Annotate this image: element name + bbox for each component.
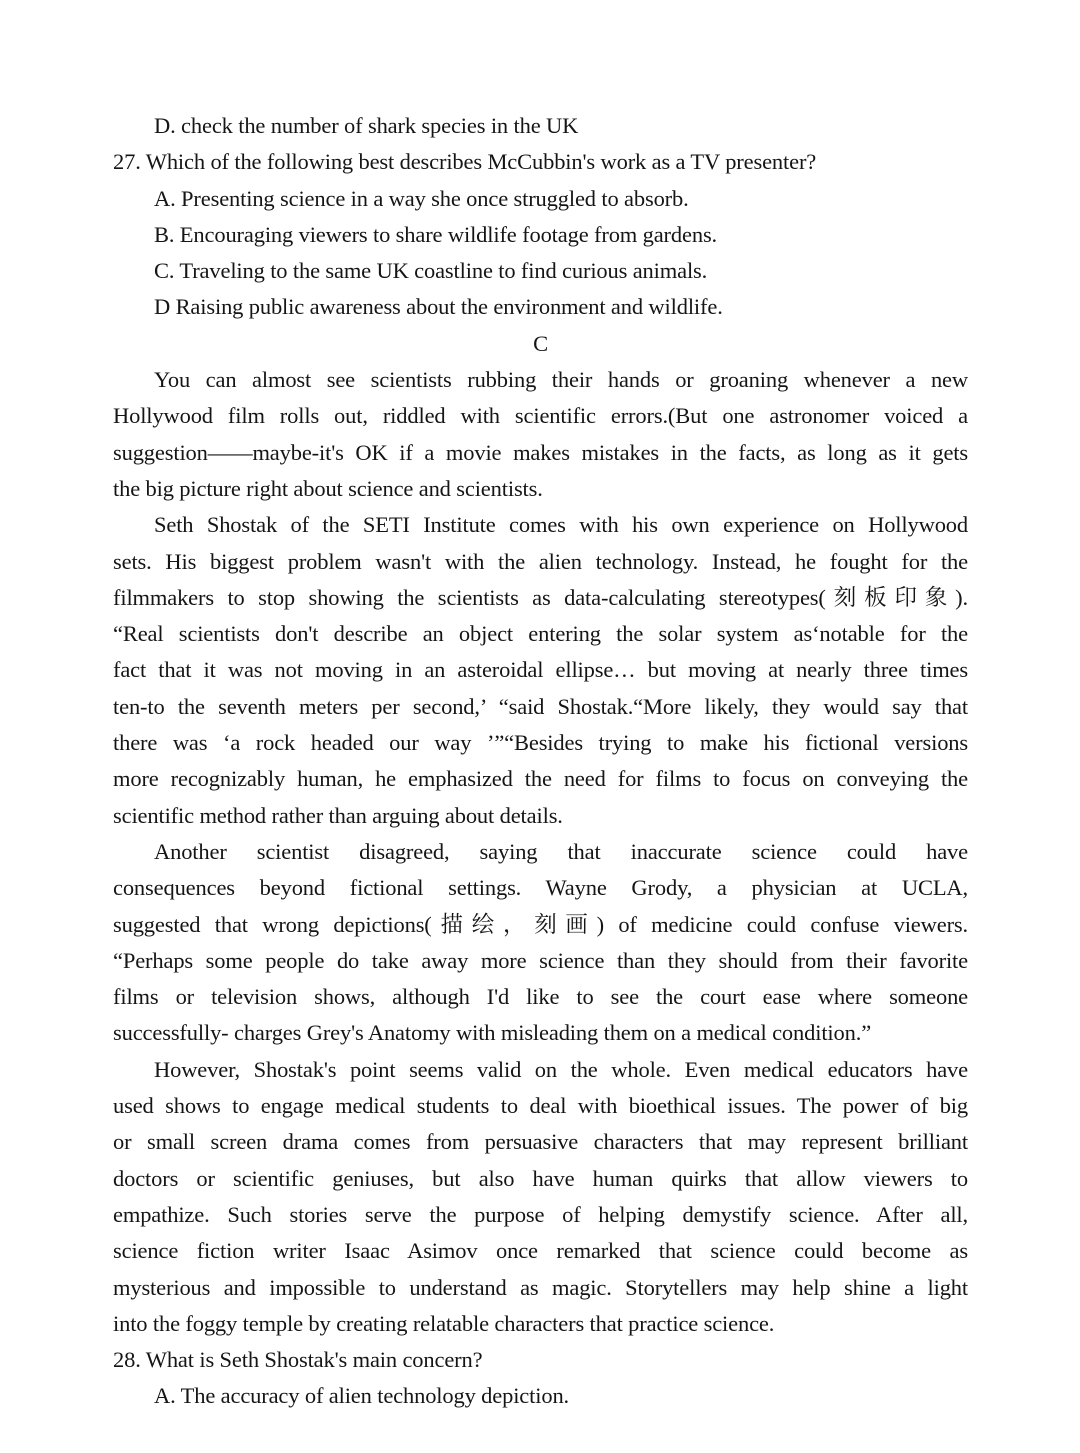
text-line: You can almost see scientists rubbing their hands or groaning whenever a new (154, 367, 968, 393)
text-line: there was ‘a rock headed our way ’”“Besides trying to make his fictional versions (113, 730, 968, 756)
text-line: mysterious and impossible to understand as magic. Storytellers may help shine a light (113, 1274, 968, 1300)
text-line: However, Shostak's point seems valid on the whole. Even medical educators have (154, 1056, 968, 1082)
paragraph-3 (113, 834, 968, 1052)
text-line: Another scientist disagreed, saying that inaccurate science could have (154, 838, 968, 864)
text-line: Seth Shostak of the SETI Institute comes with his own experience on Hollywood (154, 512, 968, 538)
question-stem: 27. Which of the following best describes McCubbin's work as a TV presenter? (113, 149, 817, 175)
text-line: the big picture right about science and scientists. (113, 475, 543, 501)
text-line: suggested that wrong depictions(描绘，刻画) of medicine could confuse viewers. (113, 911, 968, 937)
text-line: films or television shows, although I'd like to see the court ease where someone (113, 984, 968, 1010)
text-line: consequences beyond fictional settings. Wayne Grody, a physician at UCLA, (113, 875, 968, 901)
option-d: D Raising public awareness about the environment and wildlife. (154, 294, 723, 320)
paragraph-4 (113, 1052, 968, 1342)
question-28 (113, 1342, 968, 1415)
text-line: “Perhaps some people do take away more science than they should from their favorite (113, 947, 968, 973)
text-line: into the foggy temple by creating relatable characters that practice science. (113, 1310, 775, 1336)
paragraph-2 (113, 507, 968, 834)
text-line: fact that it was not moving in an asteroidal ellipse… but moving at nearly three times (113, 657, 968, 683)
text-line: suggestion——maybe-it's OK if a movie makes mistakes in the facts, as long as it gets (113, 439, 968, 465)
text-line: successfully- charges Grey's Anatomy with misleading them on a medical condition.” (113, 1020, 872, 1046)
option-c: C. Traveling to the same UK coastline to find curious animals. (154, 258, 708, 284)
question-stem: 28. What is Seth Shostak's main concern? (113, 1347, 483, 1373)
text-line: empathize. Such stories serve the purpose of helping demystify science. After all, (113, 1201, 968, 1227)
text-line: scientific method rather than arguing about details. (113, 802, 563, 828)
text-line: ten-to the seventh meters per second,’ “said Shostak.“More likely, they would say that (113, 693, 968, 719)
option-b: B. Encouraging viewers to share wildlife footage from gardens. (154, 221, 718, 247)
text-line: more recognizably human, he emphasized the need for films to focus on conveying the (113, 766, 968, 792)
passage (113, 362, 968, 1342)
exam-page (113, 108, 968, 1415)
question-27 (113, 144, 968, 325)
text-line: used shows to engage medical students to deal with bioethical issues. The power of big (113, 1093, 968, 1119)
section-label: C (533, 330, 548, 356)
option-a: A. Presenting science in a way she once struggled to absorb. (154, 185, 689, 211)
text-line: or small screen drama comes from persuasive characters that may represent brilliant (113, 1129, 968, 1155)
text-line: Hollywood film rolls out, riddled with scientific errors.(But one astronomer voiced a (113, 403, 968, 429)
text-line: doctors or scientific geniuses, but also have human quirks that allow viewers to (113, 1165, 968, 1191)
text-line: “Real scientists don't describe an object entering the solar system as‘notable for the (113, 621, 968, 647)
text-line: science fiction writer Isaac Asimov once remarked that science could become as (113, 1238, 968, 1264)
q26-option-d: D. check the number of shark species in the UK (154, 113, 579, 138)
paragraph-1 (113, 362, 968, 507)
option-a: A. The accuracy of alien technology depiction. (154, 1383, 570, 1409)
text-line: filmmakers to stop showing the scientists as data-calculating stereotypes(刻板印象). (113, 584, 968, 610)
text-line: sets. His biggest problem wasn't with the alien technology. Instead, he fought for the (113, 548, 968, 574)
